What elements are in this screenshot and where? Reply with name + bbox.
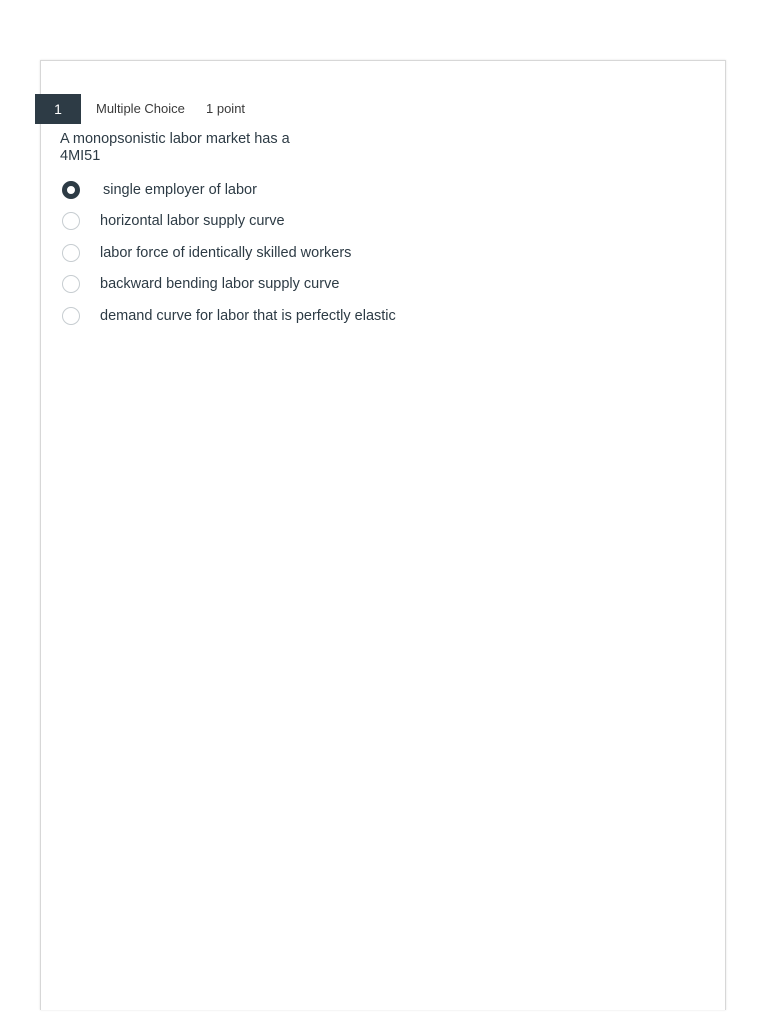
question-text-line-1: A monopsonistic labor market has a (60, 131, 290, 147)
answer-option-4[interactable] (60, 269, 660, 301)
answer-option-label: labor force of identically skilled workers (100, 244, 352, 261)
answer-option-label: demand curve for labor that is perfectly elastic (100, 307, 396, 324)
answer-option-3[interactable] (60, 237, 660, 269)
question-text-line-2: 4MI51 (60, 148, 101, 164)
answer-option-5[interactable] (60, 300, 660, 332)
answer-option-2[interactable] (60, 206, 660, 238)
question-number-badge: 1 (35, 94, 81, 124)
question-text (60, 131, 290, 165)
answer-option-1[interactable] (60, 174, 660, 206)
answer-option-label: single employer of labor (103, 181, 257, 198)
answer-options (60, 174, 660, 332)
radio-button-selected[interactable] (62, 181, 80, 199)
question-points: 1 point (206, 101, 246, 116)
answer-option-label: backward bending labor supply curve (100, 276, 340, 293)
question-type: Multiple Choice (96, 101, 185, 116)
radio-button[interactable] (62, 307, 80, 325)
radio-button[interactable] (62, 244, 80, 262)
answer-option-label: horizontal labor supply curve (100, 213, 285, 230)
radio-button[interactable] (62, 212, 80, 230)
radio-button[interactable] (62, 275, 80, 293)
